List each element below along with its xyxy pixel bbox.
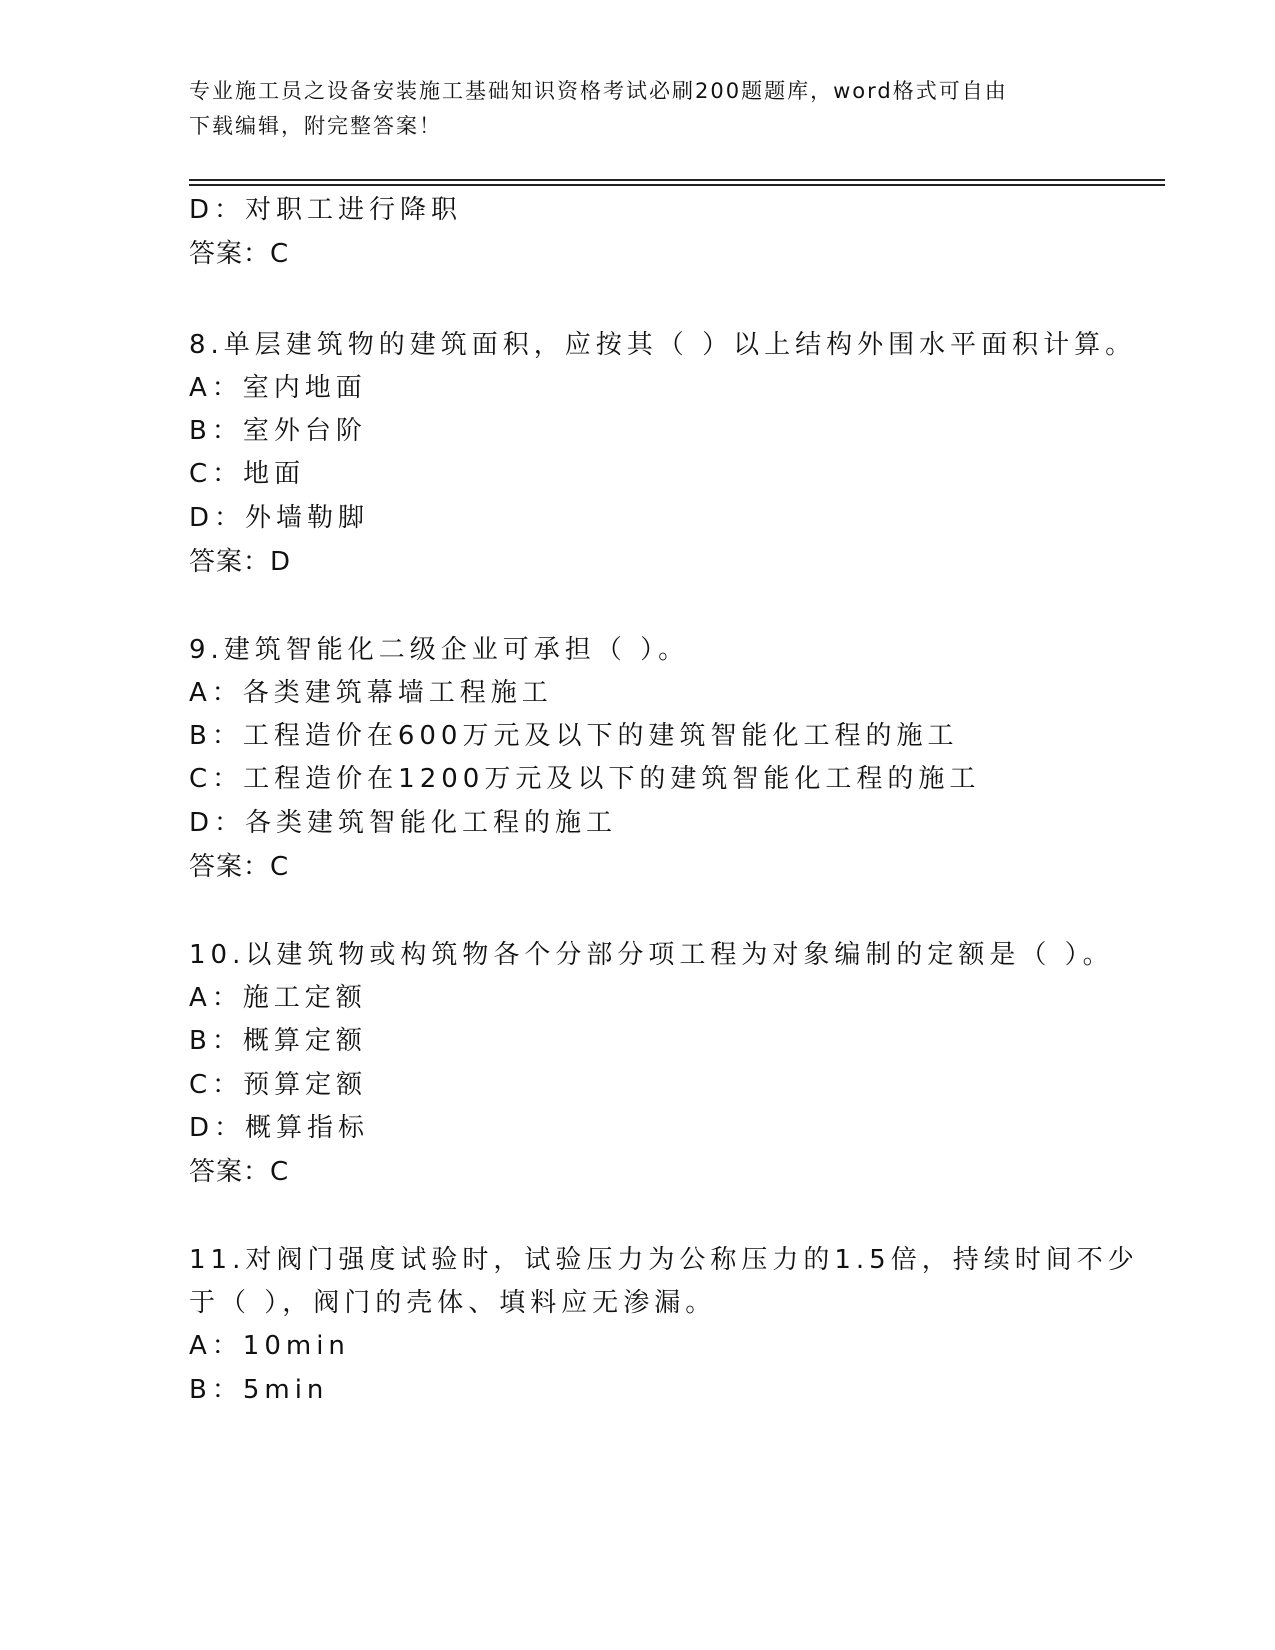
q9-option-d: D：各类建筑智能化工程的施工 xyxy=(189,808,618,838)
q8-option-b: B：室外台阶 xyxy=(189,416,367,446)
header-line-1: 专业施工员之设备安装施工基础知识资格考试必刷200题题库，word格式可自由 xyxy=(189,79,1008,103)
q8-answer: 答案：D xyxy=(189,547,292,577)
q9-option-a: A：各类建筑幕墙工程施工 xyxy=(189,678,553,708)
q11-stem-line-2: 于（ ），阀门的壳体、填料应无渗漏。 xyxy=(189,1288,717,1318)
q10-option-b: B：概算定额 xyxy=(189,1026,367,1056)
q8-option-d: D：外墙勒脚 xyxy=(189,503,370,533)
q9-option-b: B：工程造价在600万元及以下的建筑智能化工程的施工 xyxy=(189,721,959,751)
q9-answer: 答案：C xyxy=(189,852,290,882)
q10-option-d: D：概算指标 xyxy=(189,1113,370,1143)
q10-option-c: C：预算定额 xyxy=(189,1070,368,1100)
q11-stem-line-1: 11.对阀门强度试验时，试验压力为公称压力的1.5倍，持续时间不少 xyxy=(189,1245,1139,1275)
q8-option-c: C：地面 xyxy=(189,459,306,489)
document-header xyxy=(189,74,1089,144)
q8-option-a: A：室内地面 xyxy=(189,373,367,403)
q11-option-a: A：10min xyxy=(189,1331,350,1361)
q7-option-d: D：对职工进行降职 xyxy=(189,195,463,225)
header-divider-top xyxy=(189,179,1165,181)
header-line-2: 下载编辑，附完整答案！ xyxy=(189,114,442,138)
q8-stem: 8.单层建筑物的建筑面积，应按其（ ）以上结构外围水平面积计算。 xyxy=(189,330,1137,360)
q9-option-c: C：工程造价在1200万元及以下的建筑智能化工程的施工 xyxy=(189,764,981,794)
q10-option-a: A：施工定额 xyxy=(189,983,367,1013)
q9-stem: 9.建筑智能化二级企业可承担（ ）。 xyxy=(189,635,690,665)
q7-answer: 答案：C xyxy=(189,239,290,269)
q10-answer: 答案：C xyxy=(189,1157,290,1187)
q10-stem: 10.以建筑物或构筑物各个分部分项工程为对象编制的定额是（ ）。 xyxy=(189,940,1114,970)
header-divider-bottom xyxy=(189,184,1165,186)
q11-option-b: B：5min xyxy=(189,1375,329,1405)
